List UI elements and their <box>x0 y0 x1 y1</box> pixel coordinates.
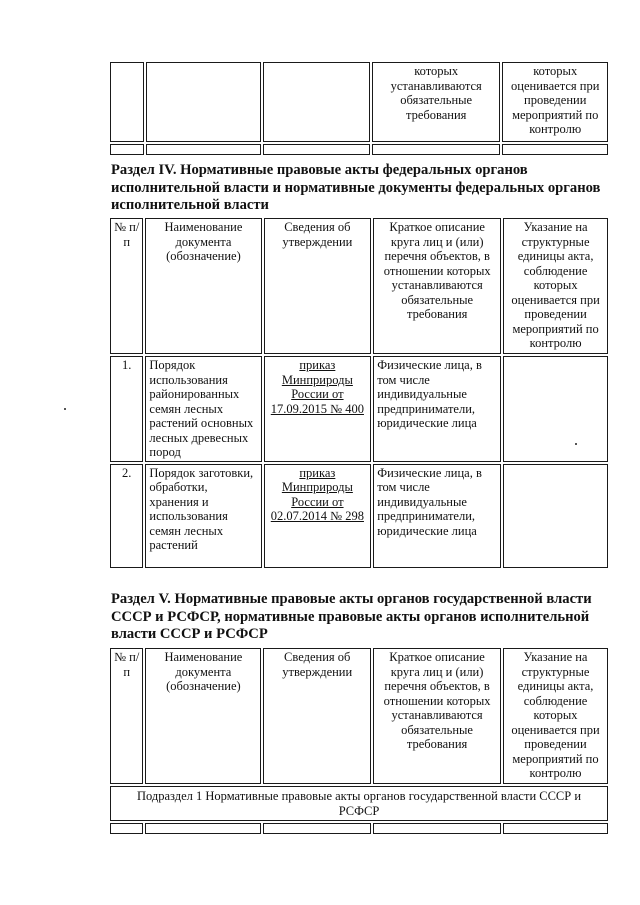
header-cell-name: Наименование документа (обозначение) <box>145 218 261 354</box>
table-cell <box>502 144 608 155</box>
scan-speck <box>575 443 577 445</box>
persons-description: Физические лица, в том числе индивидуальные предприниматели, юридические лица <box>373 356 501 462</box>
table-cell <box>110 62 144 142</box>
header-cell-units: Указание на структурные единицы акта, соблюдение которых оценивается при проведении мероприятий по контролю <box>503 648 608 784</box>
table-cell <box>110 823 143 834</box>
approval-link[interactable]: приказ Минприроды России от 17.09.2015 № 400 <box>264 356 372 462</box>
header-cell-approval: Сведения об утверждении <box>263 648 371 784</box>
header-cell-approval: Сведения об утверждении <box>264 218 372 354</box>
subsection-title: Подраздел 1 Нормативные правовые акты органов государственной власти СССР и РСФСР <box>110 786 608 821</box>
table-cell <box>146 62 261 142</box>
table-cell <box>263 144 370 155</box>
header-cell-name: Наименование документа (обозначение) <box>145 648 261 784</box>
table-cell <box>372 144 500 155</box>
table-row <box>110 144 608 155</box>
table-cell: которых устанавливаются обязательные требования <box>372 62 500 142</box>
table-cell: которых оценивается при проведении мероприятий по контролю <box>502 62 608 142</box>
table-cell <box>263 62 370 142</box>
header-cell-persons: Краткое описание круга лиц и (или) перечня объектов, в отношении которых устанавливаются обязательные требования <box>373 218 501 354</box>
row-number: 1. <box>110 356 143 462</box>
header-row <box>110 648 608 784</box>
table-row <box>110 464 608 568</box>
table-row <box>110 62 608 142</box>
header-cell-units: Указание на структурные единицы акта, соблюдение которых оценивается при проведении мероприятий по контролю <box>503 218 608 354</box>
table-cell <box>263 823 371 834</box>
scan-speck <box>64 408 66 410</box>
approval-link[interactable]: приказ Минприроды России от 02.07.2014 № 298 <box>264 464 372 568</box>
table-row <box>110 823 608 834</box>
table-cell <box>373 823 501 834</box>
structural-units <box>503 464 608 568</box>
section-4-table <box>108 216 610 570</box>
persons-description: Физические лица, в том числе индивидуальные предприниматели, юридические лица <box>373 464 501 568</box>
row-number: 2. <box>110 464 143 568</box>
header-row <box>110 218 608 354</box>
header-cell-persons: Краткое описание круга лиц и (или) перечня объектов, в отношении которых устанавливаются обязательные требования <box>373 648 501 784</box>
header-cell-number: № п/п <box>110 218 143 354</box>
structural-units <box>503 356 608 462</box>
section-5-title: Раздел V. Нормативные правовые акты органов государственной власти СССР и РСФСР, нормативные правовые акты органов исполнительной власти СССР и РСФСР <box>111 591 592 642</box>
table-cell <box>110 144 144 155</box>
section-4-title: Раздел IV. Нормативные правовые акты федеральных органов исполнительной власти и нормативные документы федеральных органов исполнительной власти <box>111 162 601 213</box>
header-cell-number: № п/п <box>110 648 143 784</box>
document-name: Порядок заготовки, обработки, хранения и использования семян лесных растений <box>145 464 261 568</box>
subsection-row <box>110 786 608 821</box>
table-cell <box>146 144 261 155</box>
table-cell <box>145 823 261 834</box>
top-table <box>108 60 610 157</box>
table-cell <box>503 823 608 834</box>
document-name: Порядок использования районированных семян лесных растений основных лесных древесных пород <box>145 356 261 462</box>
section-5-table <box>108 646 610 836</box>
table-row <box>110 356 608 462</box>
